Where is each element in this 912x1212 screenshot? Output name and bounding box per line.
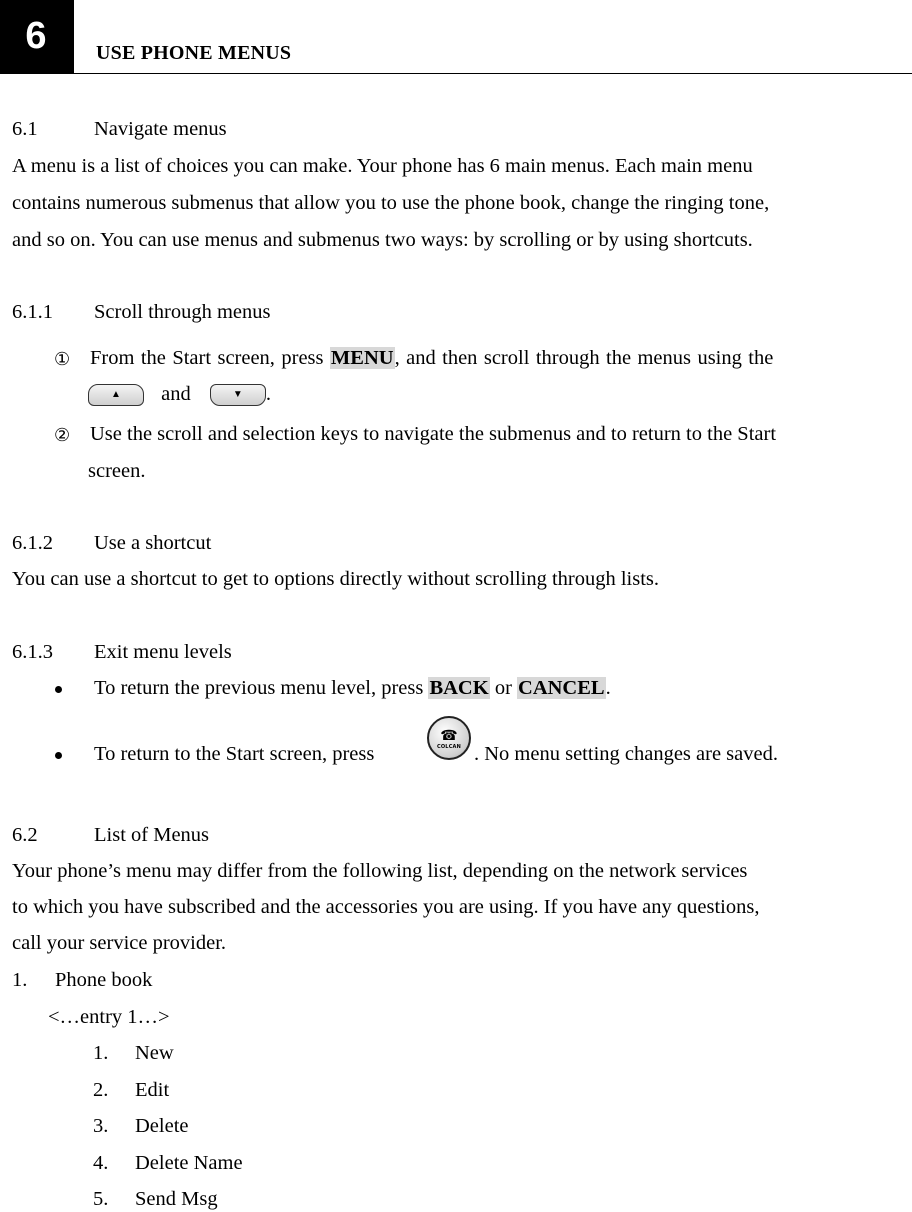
chapter-box-edge bbox=[72, 0, 86, 73]
menu-1-number: 1. bbox=[12, 969, 28, 991]
menu-1-label: Phone book bbox=[55, 969, 153, 991]
submenu-item-delete-name: Delete Name bbox=[135, 1152, 243, 1174]
chapter-number-box bbox=[0, 0, 72, 73]
step-1-text-before: From the Start screen, press bbox=[90, 347, 330, 369]
section-6-1-heading: Navigate menus bbox=[94, 118, 227, 140]
end-key-label: COLCAN bbox=[436, 744, 462, 750]
step-2-marker: ② bbox=[54, 425, 71, 446]
chapter-number: 6 bbox=[25, 15, 47, 57]
step-1-and: and bbox=[161, 383, 191, 405]
submenu-item-number: 4. bbox=[93, 1152, 109, 1174]
cancel-key-label: CANCEL bbox=[518, 677, 605, 699]
submenu-item-delete: Delete bbox=[135, 1115, 189, 1137]
section-6-1-3-number: 6.1.3 bbox=[12, 641, 53, 663]
bullet-1-text-before: To return the previous menu level, press bbox=[94, 677, 429, 699]
bullet-1-text bbox=[94, 677, 611, 700]
submenu-item-new: New bbox=[135, 1042, 174, 1064]
submenu-item-number: 1. bbox=[93, 1042, 109, 1064]
submenu-item-number: 2. bbox=[93, 1079, 109, 1101]
menu-entry-placeholder: <…entry 1…> bbox=[48, 1006, 170, 1028]
bullet-2-icon bbox=[55, 752, 62, 759]
scroll-down-key-icon: ▼ bbox=[210, 384, 266, 406]
section-6-1-2-heading: Use a shortcut bbox=[94, 532, 212, 554]
bullet-1-icon bbox=[55, 686, 62, 693]
bullet-1-or: or bbox=[489, 677, 518, 699]
chapter-title: USE PHONE MENUS bbox=[96, 42, 292, 64]
section-6-2-number: 6.2 bbox=[12, 824, 38, 846]
submenu-item-send-msg: Send Msg bbox=[135, 1188, 218, 1210]
bullet-2-text-after: . No menu setting changes are saved. bbox=[474, 743, 778, 765]
section-6-2-para-line-3: call your service provider. bbox=[12, 932, 227, 954]
menu-key-label: MENU bbox=[330, 347, 394, 369]
section-6-1-2-text: You can use a shortcut to get to options directly without scrolling through lists. bbox=[12, 568, 660, 590]
section-6-1-1-heading: Scroll through menus bbox=[94, 301, 271, 323]
header-rule bbox=[0, 73, 912, 74]
step-1-marker: ① bbox=[54, 349, 71, 370]
back-key-label: BACK bbox=[429, 677, 489, 699]
bullet-1-period: . bbox=[605, 677, 611, 699]
section-6-1-para-line-3: and so on. You can use menus and submenus two ways: by scrolling or by using shortcuts. bbox=[12, 229, 753, 251]
section-6-2-para-line-1: Your phone’s menu may differ from the following list, depending on the network services bbox=[12, 860, 748, 882]
submenu-item-number: 3. bbox=[93, 1115, 109, 1137]
section-6-1-para-line-2: contains numerous submenus that allow you to use the phone book, change the ringing tone, bbox=[12, 192, 770, 214]
end-call-key-icon bbox=[427, 716, 471, 760]
submenu-item-edit: Edit bbox=[135, 1079, 170, 1101]
section-6-1-2-number: 6.1.2 bbox=[12, 532, 53, 554]
section-6-1-number: 6.1 bbox=[12, 118, 38, 140]
section-6-1-para-line-1: A menu is a list of choices you can make. Your phone has 6 main menus. Each main menu bbox=[12, 155, 753, 177]
step-2-line-1: Use the scroll and selection keys to navigate the submenus and to return to the Start bbox=[90, 423, 777, 445]
step-1-line-2 bbox=[88, 383, 271, 406]
step-1-text-after: , and then scroll through the menus using the bbox=[394, 347, 774, 369]
bullet-2-text-before: To return to the Start screen, press bbox=[94, 743, 375, 765]
section-6-2-para-line-2: to which you have subscribed and the accessories you are using. If you have any questions, bbox=[12, 896, 760, 918]
section-6-1-3-heading: Exit menu levels bbox=[94, 641, 232, 663]
scroll-up-key-icon: ▲ bbox=[88, 384, 144, 406]
handset-icon: ☎ bbox=[440, 729, 458, 744]
step-1-line-1 bbox=[90, 347, 773, 370]
section-6-2-heading: List of Menus bbox=[94, 824, 210, 846]
submenu-item-number: 5. bbox=[93, 1188, 109, 1210]
step-2-line-2: screen. bbox=[88, 460, 146, 482]
step-1-period: . bbox=[265, 383, 271, 405]
section-6-1-1-number: 6.1.1 bbox=[12, 301, 53, 323]
